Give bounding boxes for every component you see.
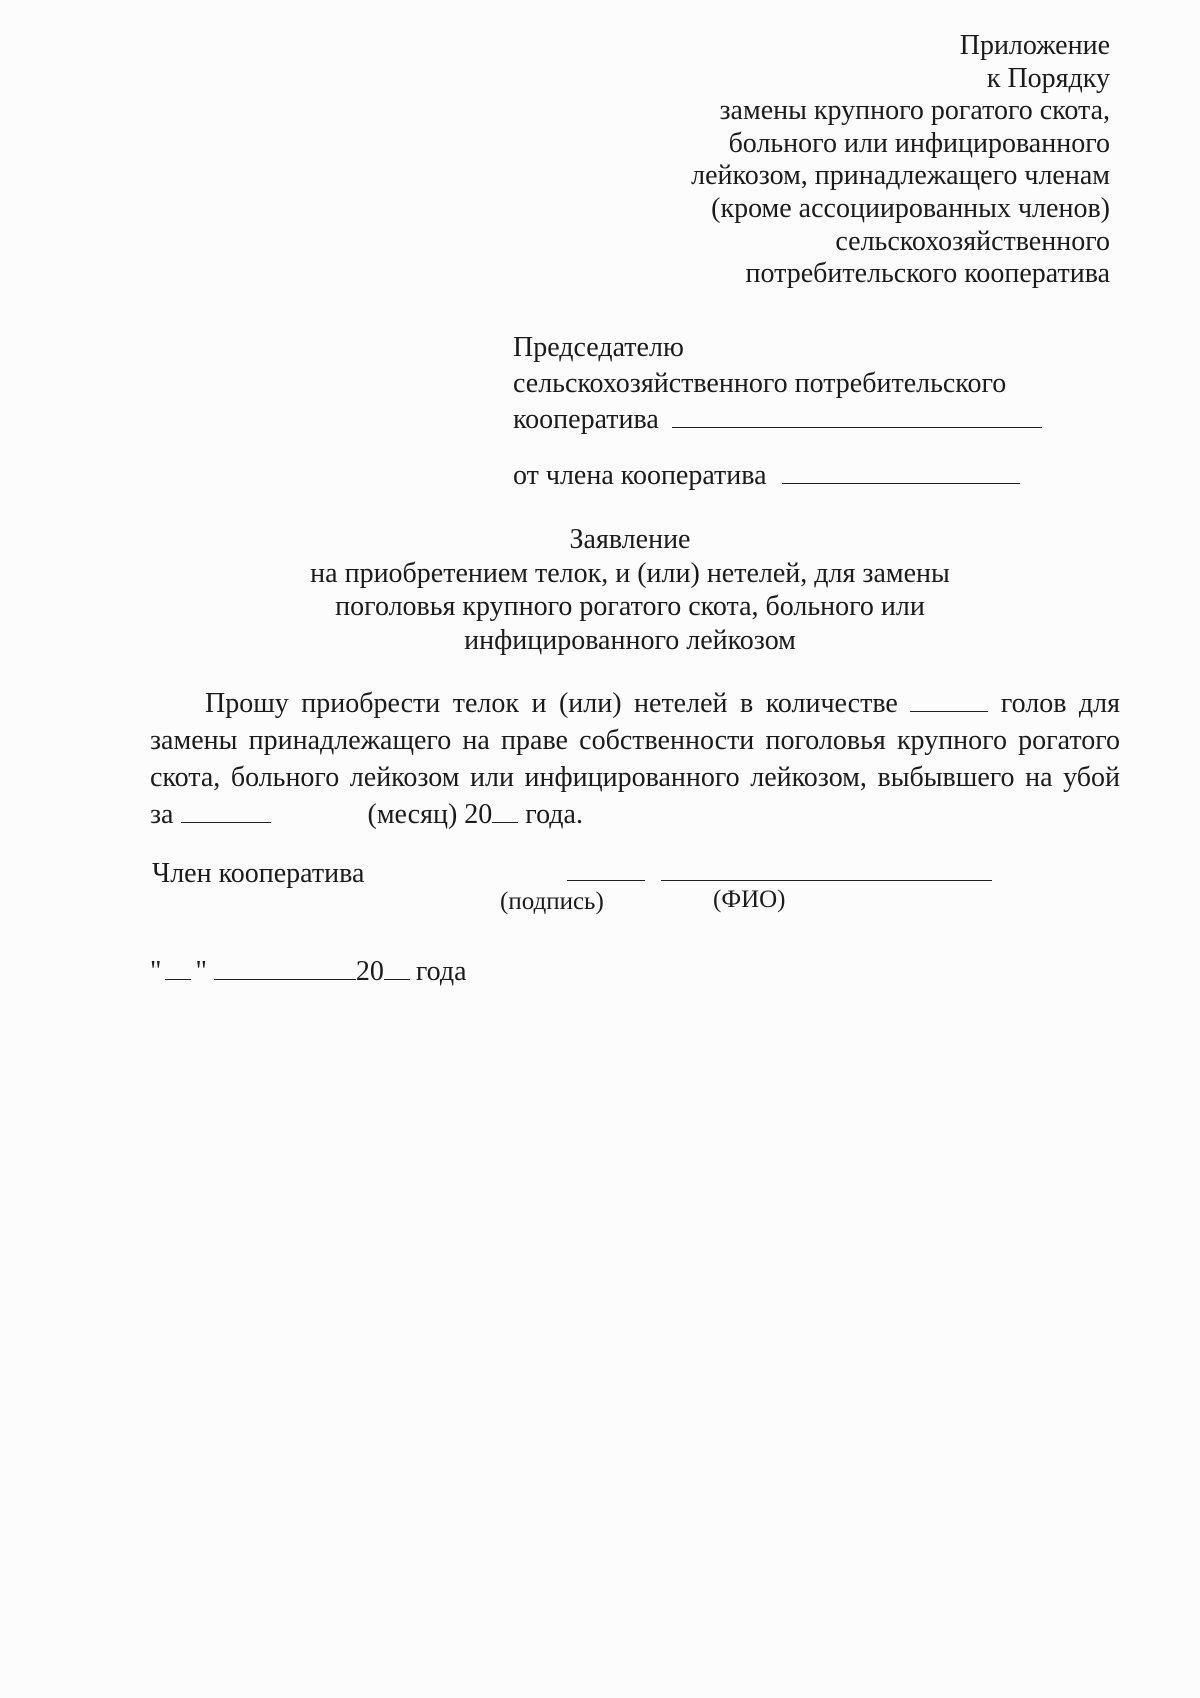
appendix-line: замены крупного рогатого скота, — [719, 95, 1110, 127]
date-year-blank[interactable] — [384, 955, 410, 980]
date-month-blank[interactable] — [214, 955, 356, 980]
quote-close: " — [195, 955, 207, 987]
addressee-line-2: сельскохозяйственного потребительского — [513, 368, 1007, 399]
date-line — [150, 955, 467, 988]
body-text-2: голов для замены принадлежащего на праве собственности поголовья крупного рогатого скота, больного лейкозом или инфицированного лейкозом, выбывшего на убой за — [150, 688, 1121, 830]
statement-title — [300, 523, 960, 657]
statement-subtitle-2: поголовья крупного рогатого скота, больного или — [335, 591, 925, 622]
appendix-header — [691, 30, 1110, 291]
addressee-line-3 — [513, 402, 1042, 438]
body-text-3: (месяц) 20 — [367, 799, 493, 830]
quote-open: " — [150, 955, 162, 987]
addressee-block — [513, 330, 1042, 438]
appendix-line: Приложение — [959, 30, 1110, 61]
fio-blank[interactable] — [661, 868, 992, 881]
signature-lines — [567, 868, 992, 884]
cooperative-label: кооператива — [513, 404, 659, 435]
signature-caption: (подпись) — [500, 888, 604, 915]
signature-blank[interactable] — [567, 868, 645, 881]
cooperative-name-blank[interactable] — [672, 403, 1042, 428]
body-text-4: года. — [525, 799, 583, 830]
statement-subtitle-3: инфицированного лейкозом — [464, 624, 796, 656]
body-text-1: Прошу приобрести телок и (или) нетелей в количестве — [205, 688, 898, 719]
fio-caption: (ФИО) — [713, 886, 786, 913]
month-blank[interactable] — [181, 798, 271, 823]
statement-subtitle-1: на приобретением телок, и (или) нетелей, для замены — [310, 557, 950, 589]
member-signature-label: Член кооператива — [152, 858, 365, 889]
quantity-blank[interactable] — [910, 687, 988, 712]
year-blank[interactable] — [492, 798, 518, 823]
statement-heading: Заявление — [569, 524, 691, 555]
appendix-line: потребительского кооператива — [745, 258, 1110, 290]
year-suffix: года — [415, 955, 467, 987]
day-blank[interactable] — [165, 955, 191, 980]
appendix-line: больного или инфицированного — [728, 127, 1110, 159]
addressee-line-1: Председателю — [513, 332, 684, 363]
appendix-line: к Порядку — [986, 62, 1110, 94]
appendix-line: (кроме ассоциированных членов) — [711, 192, 1110, 224]
appendix-line: сельскохозяйственного — [835, 225, 1110, 257]
member-name-blank[interactable] — [782, 459, 1020, 484]
statement-body — [150, 685, 1120, 833]
year-prefix: 20 — [355, 955, 384, 987]
from-member-label: от члена кооператива — [513, 459, 767, 491]
from-member-line — [513, 459, 1020, 492]
appendix-line: лейкозом, принадлежащего членам — [691, 160, 1110, 192]
